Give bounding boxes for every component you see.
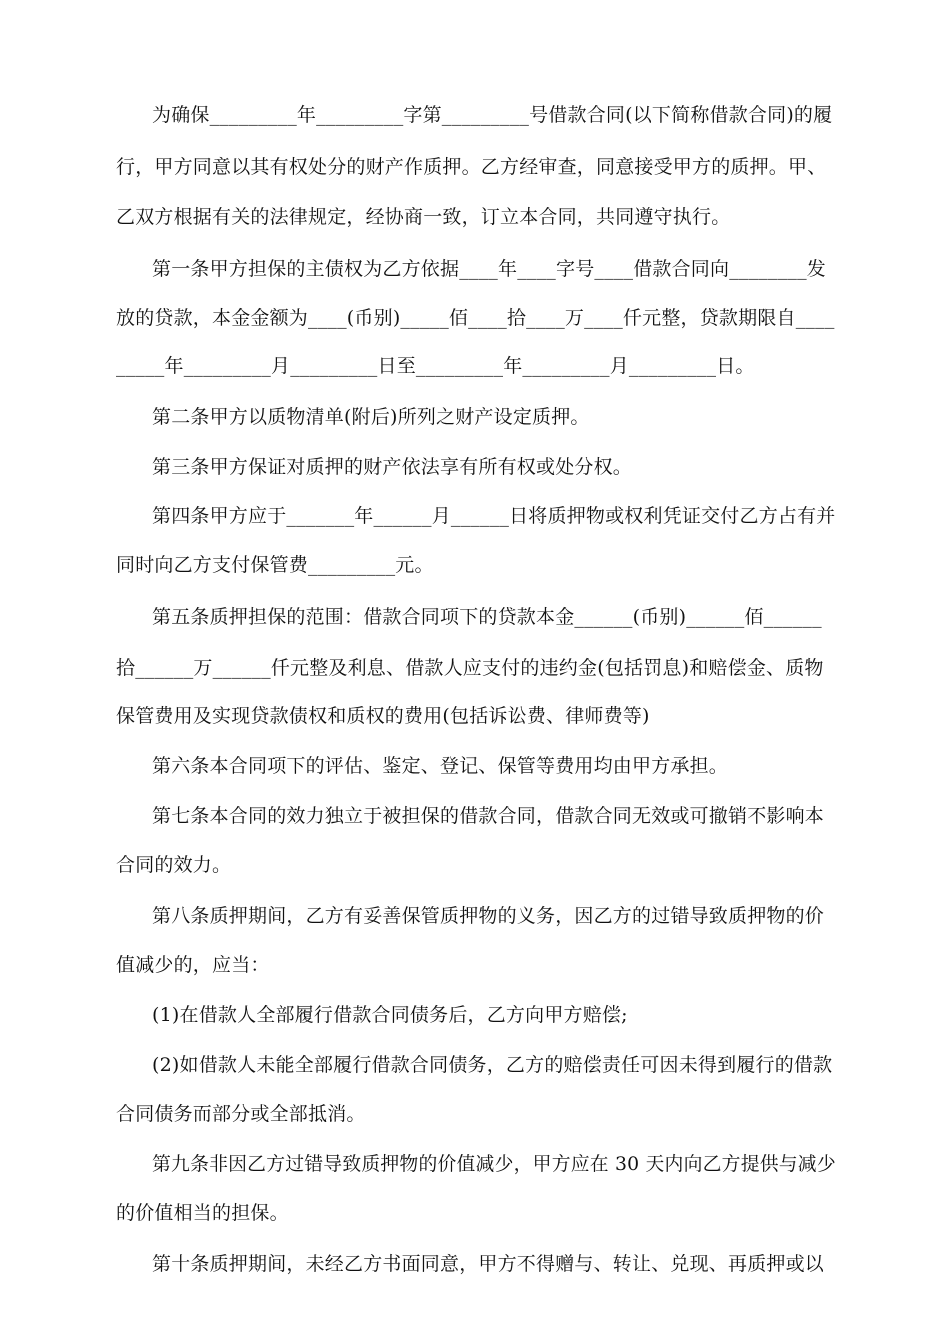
article-10-line-1: 第十条质押期间，未经乙方书面同意，甲方不得赠与、转让、兑现、再质押或以	[152, 1253, 825, 1275]
article-8-item-2-line-2: 合同债务而部分或全部抵消。	[116, 1103, 366, 1125]
preamble-line-1: 为确保_________年_________字第_________号借款合同(以下简称借款合同)的履	[152, 104, 833, 126]
article-1-line-1: 第一条甲方担保的主债权为乙方依据____年____字号____借款合同向________发	[152, 258, 827, 280]
preamble-line-3: 乙双方根据有关的法律规定，经协商一致，订立本合同，共同遵守执行。	[116, 206, 731, 228]
article-5-line-2: 拾______万______仟元整及利息、借款人应支付的违约金(包括罚息)和赔偿金、质物	[116, 657, 824, 679]
article-4-line-2: 同时向乙方支付保管费_________元。	[116, 554, 434, 576]
article-1-line-2: 放的贷款，本金金额为____(币别)_____佰____拾____万____仟元整，贷款期限自____	[116, 307, 835, 329]
article-8-line-2: 值减少的，应当：	[116, 954, 270, 976]
article-1-line-3: _____年_________月_________日至_________年_________月_________日。	[116, 355, 755, 377]
article-3-line: 第三条甲方保证对质押的财产依法享有所有权或处分权。	[152, 456, 633, 478]
article-5-line-3: 保管费用及实现贷款债权和质权的费用(包括诉讼费、律师费等)	[116, 705, 650, 727]
article-8-item-2-line-1: (2)如借款人未能全部履行借款合同债务，乙方的赔偿责任可因未得到履行的借款	[152, 1054, 833, 1076]
article-7-line-1: 第七条本合同的效力独立于被担保的借款合同，借款合同无效或可撤销不影响本	[152, 805, 825, 827]
article-2-line: 第二条甲方以质物清单(附后)所列之财产设定质押。	[152, 406, 590, 428]
article-5-line-1: 第五条质押担保的范围：借款合同项下的贷款本金______(币别)______佰______	[152, 606, 822, 628]
preamble-line-2: 行，甲方同意以其有权处分的财产作质押。乙方经审查，同意接受甲方的质押。甲、	[116, 156, 827, 178]
article-8-line-1: 第八条质押期间，乙方有妥善保管质押物的义务，因乙方的过错导致质押物的价	[152, 905, 825, 927]
article-7-line-2: 合同的效力。	[116, 854, 232, 876]
article-4-line-1: 第四条甲方应于_______年______月______日将质押物或权利凭证交付乙方占有并	[152, 505, 836, 527]
article-8-item-1: (1)在借款人全部履行借款合同债务后，乙方向甲方赔偿;	[152, 1004, 628, 1026]
article-9-line-2: 的价值相当的担保。	[116, 1202, 289, 1224]
article-9-line-1: 第九条非因乙方过错导致质押物的价值减少，甲方应在 30 天内向乙方提供与减少	[152, 1153, 836, 1175]
article-6-line: 第六条本合同项下的评估、鉴定、登记、保管等费用均由甲方承担。	[152, 755, 729, 777]
